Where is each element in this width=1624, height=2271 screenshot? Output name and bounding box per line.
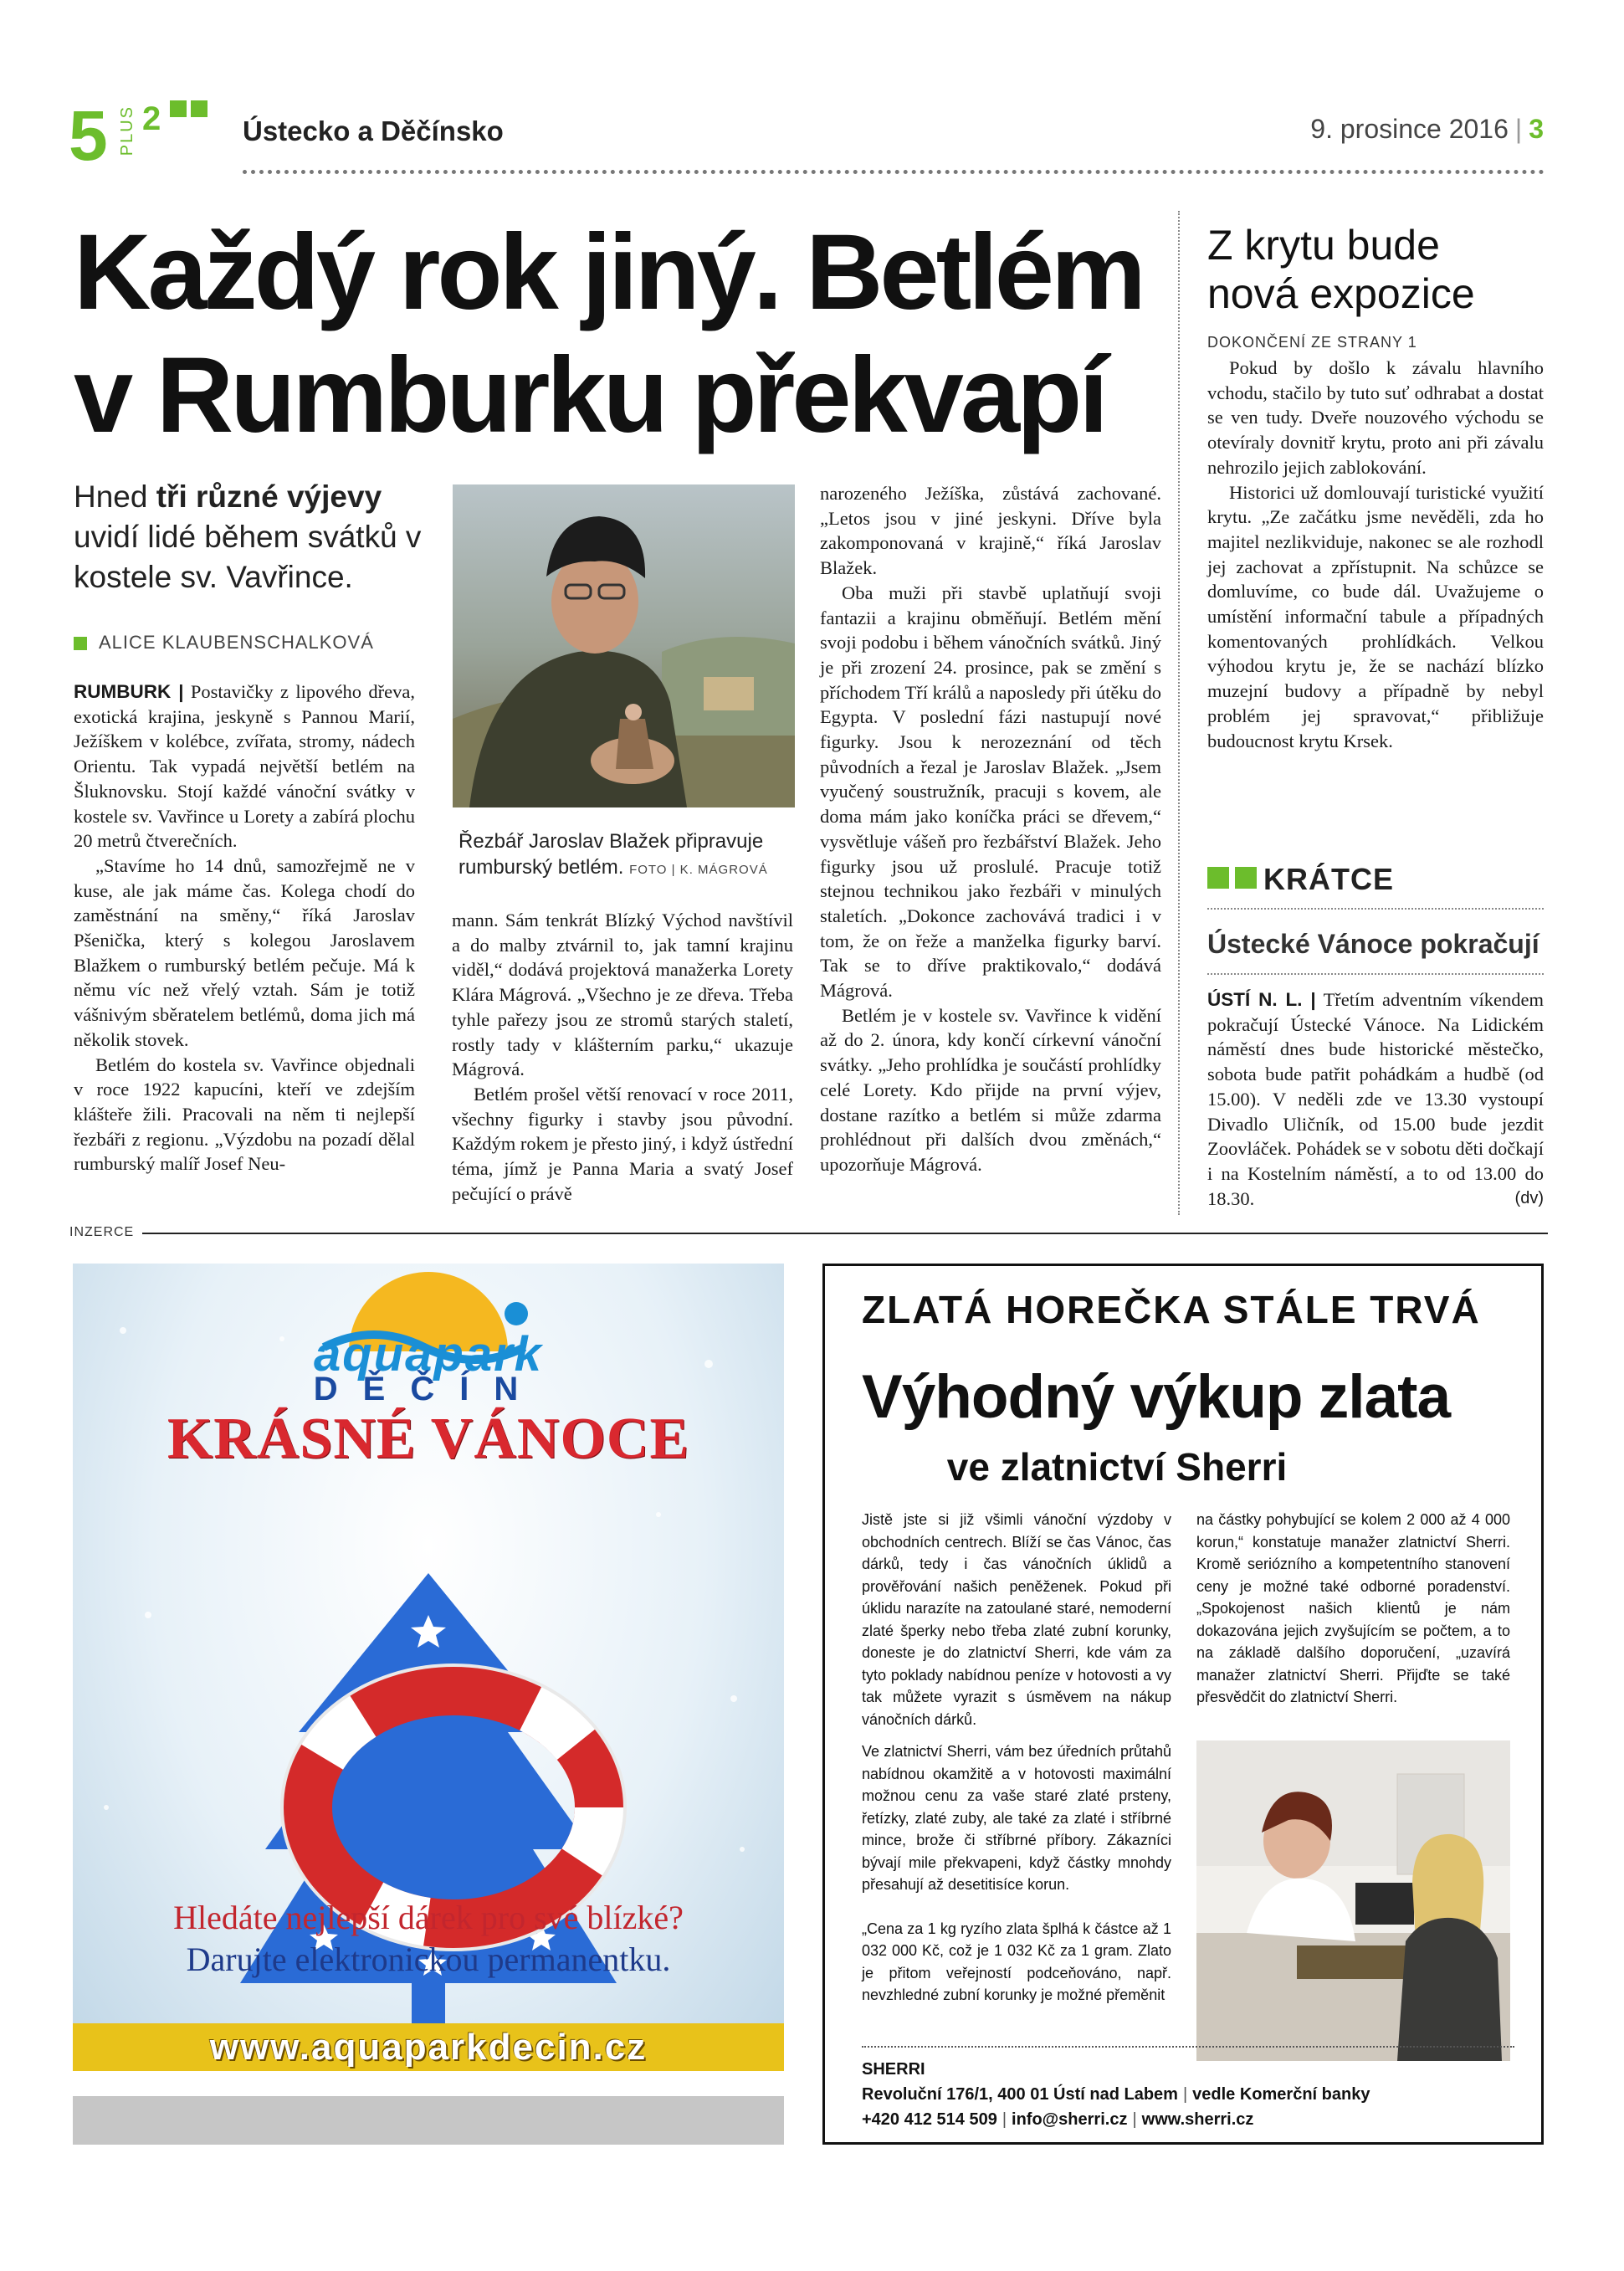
paragraph: Betlém prošel větší renovací v roce 2011, všechny figurky i stavby jsou původní. Každým rokem je přesto jiný, i když ústřední téma, jímž je Panna Maria a svatý Josef pečující o právě <box>452 1083 793 1204</box>
logo-square-icon <box>191 100 207 117</box>
sherri-phone[interactable]: +420 412 514 509 <box>862 2110 997 2129</box>
sherri-headline: Výhodný výkup zlata <box>862 1363 1451 1431</box>
paragraph: Ve zlatnictví Sherri, vám bez úředních průtahů nabídnou okamžitě a v hotovosti maximální možnou cenu za vaše staré zlaté prsteny, řetízky, zlaté zuby, ale také za zlaté i stříbrné mince, brože či stříbrné příbory. Zákazníci bývají mile překvapeni, když částky mnohdy přesahují až desetitisíce korun. <box>862 1743 1171 1893</box>
paragraph: mann. Sám tenkrát Blízký Východ navštívil a do malby ztvárnil to, jak tamní krajinu viděl,“ dodává projektová manažerka Lorety Klára Mágrová. „Všechno je ze dřeva. Třeba tyhle pařezy jsou ze stromů starých staletí, rostly tady v klášterním parku,“ ukazuje Mágrová. <box>452 910 793 1080</box>
paragraph: Oba muži při stavbě uplatňují svoji fantazii a krajinu obměňují. Betlém mění svoji podobu i během vánočních svátků. Jiný je při zrození 24. prosince, pak se změní s příchodem Tří králů a naposledy při útěku do Egypta. V poslední fázi nastupují nové figurky. Jsou k nerozeznání od těch původních a řezal je Jaroslav Blažek. „Jsem vyučený soustružník, pracuji s kovem, ale doma mám jako koníčka práci se dřevem,“ vysvětluje vášeň pro řezbářství Blažek. Jeho figurky jsou už proslulé. Pracuje totiž stejnou technikou jako řezbáři v minulých staletích. „Dokonce zachovává tradici i v tom, že on řeže a manželka figurky barví. Tak se to dříve praktikovalo,“ dodává Mágrová. <box>820 582 1161 1002</box>
dateline: RUMBURK | <box>74 681 184 702</box>
column-divider <box>1178 211 1180 1215</box>
paragraph: Postavičky z lipového dřeva, exotická krajina, jeskyně s Pannou Marií, Ježíškem v kolébce, zvířata, stromy, nádech Orientu. Tak vypadá největší betlém na Šluknovsku. Stojí každé vánoční svátky v kostele sv. Vavřince u Lorety a zabírá plochu 20 metrů čtverečních. <box>74 681 415 852</box>
sidebar-body <box>1207 356 1544 753</box>
aquapark-logo-city: DĚČÍN <box>313 1371 544 1407</box>
article-column-1 <box>74 679 415 1177</box>
paragraph: na částky pohybující se kolem 2 000 až 4 000 korun,“ konstatuje manažer zlatnictví Sherri. Kromě seriózního a kompetentního stanovení ceny je možné také odborné poradenství. „Spokojenost našich klientů je nám dokazována jejich zvyšujícím se počtem, a to na základě dalšího doporučení, „uzavírá manažer zlatnictví Sherri. Přijďte se také přesvědčit do zlatnictví Sherri. <box>1196 1511 1510 1705</box>
brief-body: ÚSTÍ N. L. | Třetím adventním víkendem pokračují Ústecké Vánoce. Na Lidickém náměstí dnes bude historické městečko, sobota bude patřit pohádkám a hudbě (od 15.00). V neděli zde ve 13.30 vystoupí Divadlo Uličník, od 15.00 bude jezdit Zoovláček. Pohádek se v sobotu děti dočkají i na Kostelním náměstí, a to od 13.00 do 18.30. (dv) <box>1207 987 1544 1211</box>
sherri-address-note: vedle Komerční banky <box>1192 2085 1370 2104</box>
headline-line: Každý rok jiný. Betlém <box>74 213 1143 332</box>
aquapark-tagline: Darujte elektronickou permanentku. <box>186 1940 671 1978</box>
date-line: 9. prosince 2016 | 3 <box>1310 114 1544 144</box>
aquapark-logo: aquapark <box>314 1327 543 1382</box>
logo-number: 5 <box>69 96 108 175</box>
page-number: 3 <box>1529 114 1544 144</box>
logo-plus: PLUS <box>118 105 136 156</box>
sherri-contact: SHERRI Revoluční 176/1, 400 01 Ústí nad Labem | vedle Komerční banky +420 412 514 509 | info@sherri.cz | www.sherri.cz <box>862 2057 1514 2132</box>
paragraph: narozeného Ježíška, zůstává zachované. „Letos jsou v jiné jeskyni. Dříve byla zakomponovaná v krajině,“ říká Jaroslav Blažek. <box>820 483 1161 579</box>
paragraph: Jistě jste si již všimli vánoční výzdoby v obchodních centrech. Blíží se čas Vánoc, čas dárků, tedy i čas vánočních úklidů a prověřování našich peněženek. Pokud při úklidu narazíte na zatoulané staré, nemoderní zlaté šperky nebo třeba zlaté zubní korunky, doneste je do zlatnictví Sherri, kde vám za tyto poklady nabídnou peníze v hotovosti a vy tak můžete vyrazit s úsměvem na nákup vánočních dárků. <box>862 1511 1171 1728</box>
brief-dateline: ÚSTÍ N. L. | <box>1207 989 1316 1010</box>
sidebar-title: Z krytu bude nová expozice <box>1207 222 1475 317</box>
paragraph: Pokud by došlo k závalu hlavního vchodu, stačilo by tuto suť odhrabat a dostat se ven tudy. Dveře nouzového východu se otevíraly dovnitř krytu, proto ani při závalu nehrozilo jejich zablokování. <box>1207 357 1544 478</box>
article-headline <box>74 211 1186 457</box>
paragraph: „Cena za 1 kg ryzího zlata šplhá k částce až 1 032 000 Kč, což je 1 032 Kč za 1 gram. Zlato je přitom veřejností podceňováno, např. nevzhledné zubní korunky je možné přeměnit <box>862 1920 1171 2003</box>
paragraph: „Stavíme ho 14 dnů, samozřejmě ne v kuse, ale jak máme čas. Kolega chodí do zaměstnání na směny,“ říká Jaroslav Pšenička, který s kolegou Jaroslavem Blažkem o rumburský betlém pečuje. Má k němu víc než vřelý vztah. Sám je totiž vášnivým sběratelem betlémů, doma jich má několik stovek. <box>74 854 415 1050</box>
paragraph: Betlém je v kostele sv. Vavřince k vidění až do 2. února, kdy končí církevní vánoční svátky. „Jeho prohlídka je součástí prohlídky celé Lorety. Kdo přijde na první výjev, dostane razítko a betlém si může zdarma prohlédnout při dalších dvou změnách,“ upozorňuje Mágrová. <box>820 1004 1161 1175</box>
author: ALICE KLAUBENSCHALKOVÁ <box>99 632 374 653</box>
sherri-text-column <box>862 1740 1171 2028</box>
inzerce-rule <box>142 1233 1548 1234</box>
photo-credit: FOTO | K. MÁGROVÁ <box>629 863 768 878</box>
continued-note: DOKONČENÍ ZE STRANY 1 <box>1207 334 1417 351</box>
section-name: Ústecko a Děčínsko <box>243 115 504 146</box>
ad-gray-band <box>73 2096 784 2145</box>
sherri-web-link[interactable]: www.sherri.cz <box>1141 2110 1254 2129</box>
aquapark-tagline: Hledáte nejlepší dárek pro své blízké? <box>173 1899 684 1936</box>
sherri-address: Revoluční 176/1, 400 01 Ústí nad Labem <box>862 2085 1178 2104</box>
aquapark-title: KRÁSNÉ VÁNOCE <box>166 1407 690 1471</box>
lead-emphasis: tři různé výjevy <box>156 479 382 514</box>
brief-divider <box>1207 973 1544 975</box>
sherri-text-column <box>862 1509 1171 1752</box>
issue-date: 9. prosince 2016 <box>1310 114 1509 144</box>
article-column-2 <box>452 908 793 1206</box>
sherri-email[interactable]: info@sherri.cz <box>1012 2110 1128 2129</box>
brief-divider <box>1207 908 1544 910</box>
sherri-divider <box>862 2046 1514 2048</box>
brief-signature: (dv) <box>1514 1188 1544 1207</box>
sherri-subheadline: ve zlatnictví Sherri <box>946 1445 1288 1489</box>
article-column-3 <box>820 481 1161 1177</box>
brief-title: Ústecké Vánoce pokračují <box>1207 929 1539 959</box>
kratce-square-icon <box>1235 867 1257 889</box>
article-lead: Hned tři různé výjevy uvidí lidé během svátků v kostele sv. Vavřince. <box>74 479 422 595</box>
byline <box>74 633 374 652</box>
inzerce-label: INZERCE <box>69 1225 135 1239</box>
photo-caption: Řezbář Jaroslav Blažek připravuje rumburský betlém. FOTO | K. MÁGROVÁ <box>459 830 768 879</box>
sherri-heading: ZLATÁ HOREČKA STÁLE TRVÁ <box>862 1288 1481 1331</box>
kratce-label: KRÁTCE <box>1263 862 1394 896</box>
sherri-text-column <box>1196 1509 1510 1730</box>
sherri-name: SHERRI <box>862 2060 925 2079</box>
header-divider <box>243 170 1545 174</box>
paragraph: Historici už domlouvají turistické využití krytu. „Ze začátku jsme nevěděli, zda ho majitel nezlikviduje, nakonec se ale rozhodl jej zachovat a zpřístupnit. Na schůzce se domluvíme, co bude dál. Uvažujeme o umístění informační tabule a případných komentovaných prohlídkách. Velkou výhodou krytu je, že se nachází blízko muzejní budovy a případně by nebyl problém jej spravovat,“ přibližuje budoucnost krytu Krsek. <box>1207 481 1544 751</box>
logo-square-icon <box>170 100 187 117</box>
byline-square-icon <box>74 637 87 650</box>
kratce-square-icon <box>1207 867 1229 889</box>
headline-line: v Rumburku překvapí <box>74 336 1105 456</box>
paragraph: Betlém do kostela sv. Vavřince objednali v roce 1922 kapucíni, kteří ve zdejším klášteře žili. Pracovali na něm ti nejlepší řezbáři z regionu. „Výzdobu na pozadí dělal rumburský malíř Josef Neu- <box>74 1053 415 1175</box>
shop-photo <box>1196 1740 1510 2061</box>
logo-two: 2 <box>142 100 161 137</box>
aquapark-url-link[interactable]: www.aquaparkdecin.cz <box>209 2027 648 2068</box>
carver-photo <box>453 484 795 807</box>
